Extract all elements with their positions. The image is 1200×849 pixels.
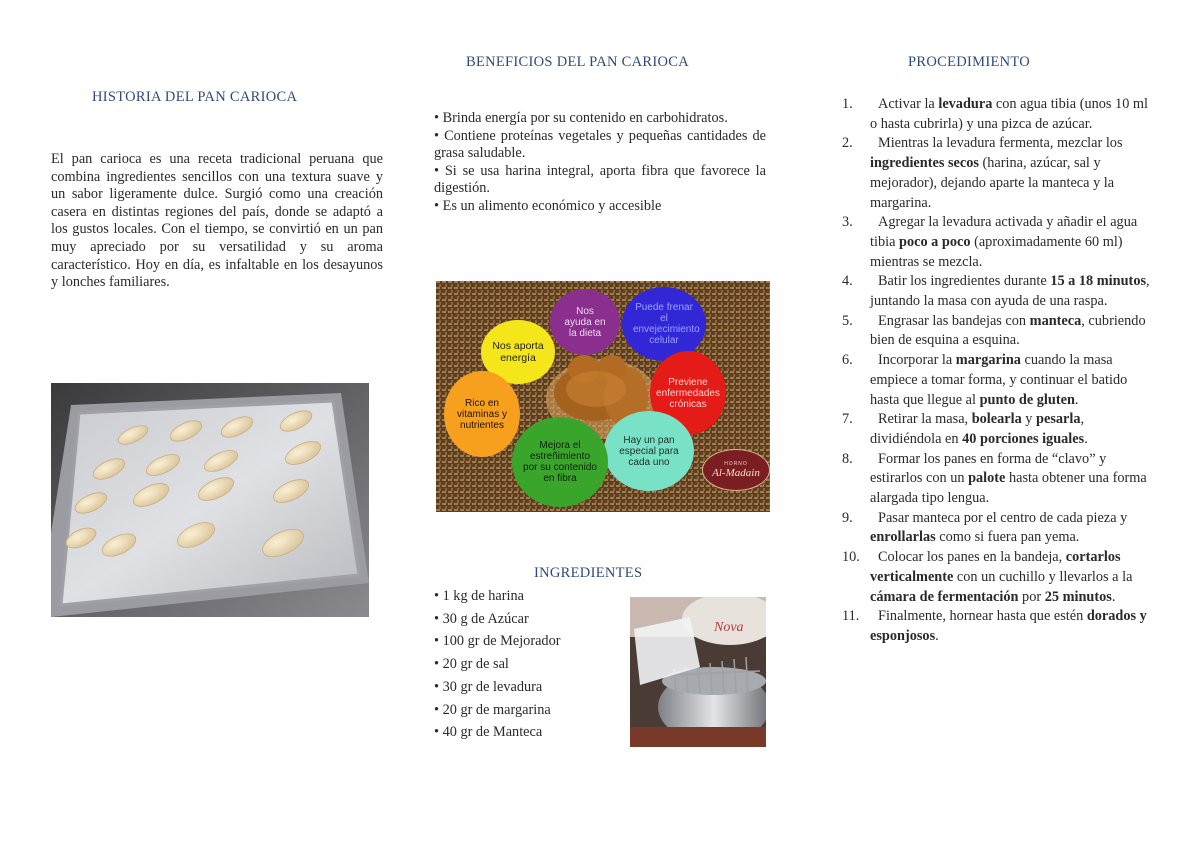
procedimiento-list — [842, 95, 1152, 647]
ingrediente-item: • 20 gr de sal — [434, 656, 509, 673]
step-text-run: Colocar los panes en la bandeja, — [878, 549, 1066, 566]
procedimiento-step — [842, 312, 1152, 351]
step-emphasis: enrollarlas — [870, 529, 936, 546]
beneficio-item: • Brinda energía por su contenido en carbohidratos. — [434, 110, 728, 126]
step-text-run: . — [935, 627, 939, 644]
step-text — [870, 272, 1152, 311]
step-emphasis: punto de gluten — [979, 391, 1075, 408]
procedimiento-step — [842, 95, 1152, 134]
ingrediente-item: • 100 gr de Mejorador — [434, 633, 561, 650]
step-text-run: , dividiéndola en — [870, 411, 1085, 447]
step-text-run: Retirar la masa, — [878, 411, 972, 428]
al-madain-logo: HORNO Al-Madain — [702, 449, 770, 491]
step-emphasis: pesarla — [1036, 411, 1081, 428]
procedimiento-step — [842, 351, 1152, 410]
procedimiento-step — [842, 213, 1152, 272]
step-text — [870, 351, 1152, 410]
step-text — [870, 509, 1152, 548]
step-number: 11. — [842, 608, 860, 625]
beneficio-item: • Si se usa harina integral, aporta fibra que favorece la digestión. — [434, 162, 766, 197]
bubble-estrenimiento: Mejora el estreñimiento por su contenido en fibra — [512, 417, 608, 507]
step-number: 3. — [842, 214, 853, 231]
step-text-run: (aproximadamente 60 ml) mientras se mezcla. — [870, 233, 1123, 270]
procedimiento-step — [842, 509, 1152, 548]
step-text — [870, 213, 1152, 272]
step-text-run: como si fuera pan yema. — [935, 529, 1080, 546]
step-text-run: . — [1084, 430, 1088, 447]
step-text — [870, 410, 1152, 449]
mixer-photo — [630, 597, 766, 747]
step-emphasis: 15 a 18 minutos — [1050, 273, 1147, 290]
step-emphasis: levadura — [938, 96, 993, 112]
ingredientes-list — [434, 585, 561, 744]
step-text-run: (harina, azúcar, sal y mejorador), dejando aparte la manteca y la margarina. — [870, 155, 1115, 211]
beneficio-item: • Contiene proteínas vegetales y pequeñas cantidades de grasa saludable. — [434, 127, 766, 162]
ingrediente-item: • 40 gr de Manteca — [434, 724, 543, 741]
bubble-envejecimiento: Puede frenar el envejecimiento celular — [622, 287, 706, 361]
benefits-infographic — [436, 281, 770, 512]
procedimiento-step — [842, 607, 1152, 646]
step-number: 7. — [842, 411, 853, 428]
step-text-run: Agregar la levadura activada y añadir el agua tibia — [870, 214, 1138, 250]
step-text-run: Incorporar la — [878, 352, 956, 369]
step-emphasis: ingredientes secos — [870, 155, 979, 172]
step-emphasis: cámara de fermentación — [870, 588, 1019, 605]
step-number: 8. — [842, 450, 853, 467]
beneficio-item: • Es un alimento económico y accesible — [434, 197, 662, 214]
procedimiento-step — [842, 450, 1152, 509]
procedimiento-title: PROCEDIMIENTO — [908, 54, 1031, 70]
step-emphasis: manteca — [1029, 312, 1082, 329]
procedimiento-step — [842, 548, 1152, 607]
step-text-run: Formar los panes en forma de “clavo” y estirarlos con un — [870, 450, 1107, 487]
step-number: 2. — [842, 135, 853, 152]
bubble-pan-especial: Hay un pan especial para cada uno — [604, 411, 694, 491]
step-text-run: , juntando la masa con ayuda de una raspa. — [870, 273, 1150, 310]
bubble-vitaminas: Rico en vitaminas y nutrientes — [444, 371, 520, 457]
step-number: 6. — [842, 352, 853, 369]
step-emphasis: dorados y esponjosos — [870, 608, 1147, 644]
historia-text: El pan carioca es una receta tradicional peruana que combina ingredientes sencillos con una textura suave y un sabor ligeramente dulce. Surgió como una creación casera en distintas regiones del país, donde se adaptó a los gustos locales. Con el tiempo, se convirtió en un pan muy apreciado por su versatilidad y su aroma característico. Hoy en día, es infaltable en los desayunos y lonches familiares. — [51, 151, 383, 291]
bubble-enfermedades: Previene enfermedades crónicas — [650, 351, 726, 435]
procedimiento-step — [842, 134, 1152, 213]
ingrediente-item: • 30 gr de levadura — [434, 678, 543, 695]
mixer-brand: Nova — [714, 620, 744, 635]
beneficios-list — [434, 110, 766, 216]
step-emphasis: palote — [968, 470, 1006, 487]
ingrediente-item: • 30 g de Azúcar — [434, 610, 529, 627]
step-number: 4. — [842, 273, 853, 290]
step-text-run: , cubriendo bien de esquina a esquina. — [870, 312, 1146, 349]
mixer-image — [630, 597, 766, 747]
step-emphasis: 25 minutos — [1044, 588, 1112, 605]
step-text-run: por — [1018, 588, 1045, 605]
step-emphasis: 40 porciones iguales — [962, 430, 1085, 447]
step-text — [870, 450, 1152, 509]
step-emphasis: poco a poco — [899, 233, 971, 250]
step-emphasis: cortarlos verticalmente — [870, 549, 1121, 585]
step-text-run: Mientras la levadura fermenta, mezclar los — [878, 135, 1123, 152]
ingrediente-item: • 1 kg de harina — [434, 588, 524, 604]
step-text-run: . — [1074, 391, 1079, 408]
step-text — [870, 607, 1152, 646]
step-text-run: Finalmente, hornear hasta que estén — [878, 608, 1087, 625]
step-text-run: Pasar manteca por el centro de cada pieza y — [878, 509, 1128, 526]
ingredientes-title: INGREDIENTES — [534, 565, 643, 581]
step-number: 10. — [842, 549, 860, 566]
step-text-run: con agua tibia (unos 10 ml o hasta cubrirla) y una pizca de azúcar. — [870, 96, 1149, 132]
step-text-run: y — [1021, 411, 1037, 428]
procedimiento-step — [842, 410, 1152, 449]
step-text — [870, 95, 1152, 134]
dough-tray-image — [51, 383, 369, 617]
step-text-run: Engrasar las bandejas con — [878, 312, 1030, 329]
beneficios-title: BENEFICIOS DEL PAN CARIOCA — [466, 54, 690, 70]
step-text — [870, 312, 1152, 351]
step-number: 5. — [842, 312, 853, 329]
step-text-run: . — [1111, 588, 1116, 605]
step-text-run: hasta obtener una forma alargada tipo lengua. — [870, 470, 1147, 507]
ingrediente-item: • 20 gr de margarina — [434, 701, 551, 718]
step-emphasis: margarina — [955, 352, 1021, 369]
bubble-dieta: Nos ayuda en la dieta — [550, 289, 620, 355]
step-emphasis: bolearla — [971, 411, 1022, 428]
step-text — [870, 134, 1152, 213]
historia-title: HISTORIA DEL PAN CARIOCA — [92, 89, 298, 105]
bubble-energia: Nos aporta energía — [481, 320, 555, 384]
procedimiento-step — [842, 272, 1152, 311]
step-number: 1. — [842, 96, 853, 112]
step-text-run: Batir los ingredientes durante — [878, 273, 1051, 290]
step-text-run: con un cuchillo y llevarlos a la — [953, 568, 1133, 585]
step-number: 9. — [842, 509, 853, 526]
step-text-run: Activar la — [878, 96, 939, 112]
step-text — [870, 548, 1152, 607]
dough-tray-photo — [51, 383, 369, 617]
step-text-run: cuando la masa empiece a tomar forma, y continuar el batido hasta que llegue al — [870, 352, 1128, 408]
